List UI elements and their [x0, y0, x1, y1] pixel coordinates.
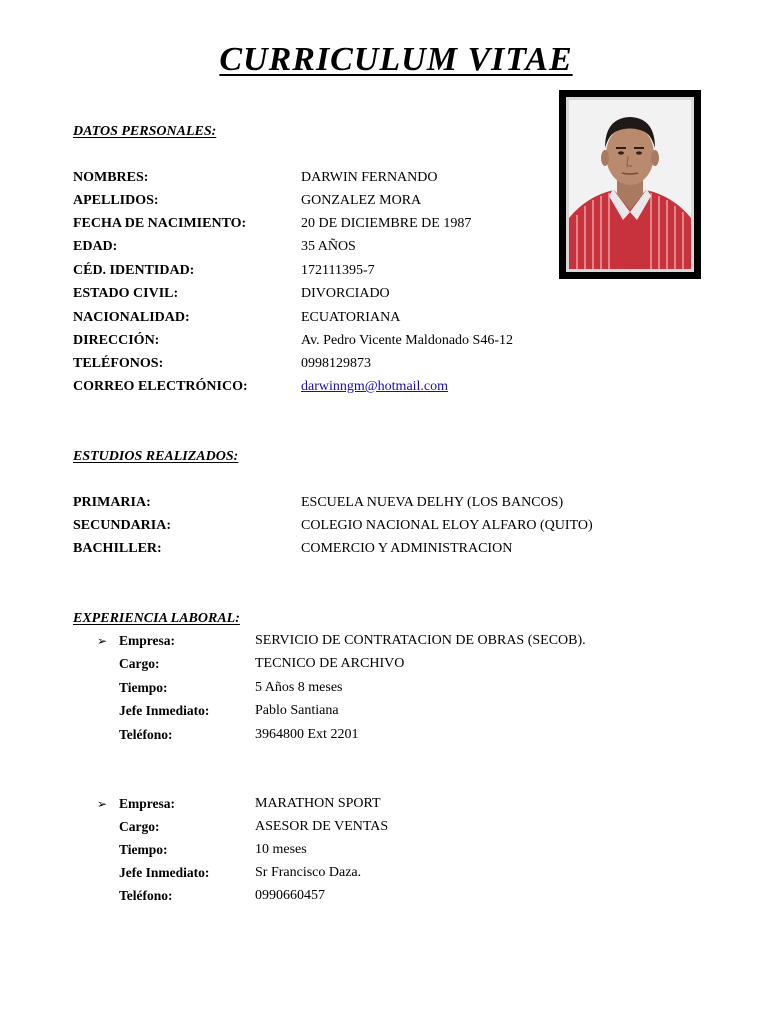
arrow-bullet-icon: ➢ [97, 797, 108, 811]
profile-photo-frame [559, 90, 701, 279]
job-2-supervisor [97, 863, 637, 883]
field-value: TECNICO DE ARCHIVO [255, 656, 405, 671]
field-label: ESTADO CIVIL: [73, 286, 179, 301]
field-label: CÉD. IDENTIDAD: [73, 263, 195, 278]
personal-row-names [73, 168, 633, 188]
field-value: 3964800 Ext 2201 [255, 727, 359, 742]
field-value: COLEGIO NACIONAL ELOY ALFARO (QUITO) [301, 518, 593, 533]
field-value: Sr Francisco Daza. [255, 865, 362, 880]
field-label: DIRECCIÓN: [73, 333, 160, 348]
personal-row-address [73, 331, 633, 351]
job-1-company [97, 631, 637, 651]
personal-row-nationality [73, 308, 633, 328]
field-value: 0990660457 [255, 888, 325, 903]
personal-row-surnames [73, 191, 633, 211]
field-value: SERVICIO DE CONTRATACION DE OBRAS (SECOB). [255, 633, 586, 648]
field-label: Jefe Inmediato: [119, 703, 210, 718]
job-2-position [97, 817, 637, 837]
job-2-duration [97, 840, 637, 860]
field-value: Av. Pedro Vicente Maldonado S46-12 [301, 333, 513, 348]
field-label: Jefe Inmediato: [119, 865, 210, 880]
profile-photo [566, 97, 694, 272]
field-value: 0998129873 [301, 356, 371, 371]
field-label: Tiempo: [119, 842, 168, 857]
experience-heading: EXPERIENCIA LABORAL: [73, 611, 240, 626]
field-label: APELLIDOS: [73, 193, 159, 208]
field-label: BACHILLER: [73, 541, 162, 556]
field-label: NACIONALIDAD: [73, 310, 190, 325]
studies-row-secondary [73, 516, 633, 536]
field-label: Empresa: [119, 633, 175, 648]
field-label: Teléfono: [119, 727, 173, 742]
personal-row-email [73, 377, 633, 397]
field-value: GONZALEZ MORA [301, 193, 422, 208]
field-label: TELÉFONOS: [73, 356, 164, 371]
field-value: ASESOR DE VENTAS [255, 819, 389, 834]
personal-row-phones [73, 354, 633, 374]
field-label: NOMBRES: [73, 170, 149, 185]
field-label: CORREO ELECTRÓNICO: [73, 379, 248, 394]
field-value: 20 DE DICIEMBRE DE 1987 [301, 216, 472, 231]
job-2-company [97, 794, 637, 814]
field-value: DARWIN FERNANDO [301, 170, 438, 185]
personal-row-age [73, 237, 633, 257]
job-2-phone [97, 886, 637, 906]
job-1-position [97, 654, 637, 674]
field-label: EDAD: [73, 239, 118, 254]
field-value: ESCUELA NUEVA DELHY (LOS BANCOS) [301, 495, 564, 510]
document-title: CURRICULUM VITAE [219, 41, 573, 78]
personal-row-id [73, 261, 633, 281]
field-label: Teléfono: [119, 888, 173, 903]
field-value: COMERCIO Y ADMINISTRACION [301, 541, 513, 556]
studies-row-bachelor [73, 539, 633, 559]
personal-row-birthdate [73, 214, 633, 234]
field-value: 172111395-7 [301, 263, 375, 278]
job-1-phone [97, 725, 637, 745]
field-label: Cargo: [119, 656, 160, 671]
person-portrait-icon [569, 100, 691, 269]
field-value: 5 Años 8 meses [255, 680, 343, 695]
email-link[interactable]: darwinngm@hotmail.com [301, 379, 449, 394]
field-label: Tiempo: [119, 680, 168, 695]
field-label: PRIMARIA: [73, 495, 151, 510]
field-label: Empresa: [119, 796, 175, 811]
field-value: DIVORCIADO [301, 286, 390, 301]
field-value: MARATHON SPORT [255, 796, 381, 811]
job-1-supervisor [97, 701, 637, 721]
field-value: 35 AÑOS [301, 239, 356, 254]
job-1-duration [97, 678, 637, 698]
arrow-bullet-icon: ➢ [97, 634, 108, 648]
studies-row-primary [73, 493, 633, 513]
field-value: Pablo Santiana [255, 703, 339, 718]
personal-data-heading: DATOS PERSONALES: [73, 124, 217, 139]
studies-heading: ESTUDIOS REALIZADOS: [73, 449, 239, 464]
field-value: 10 meses [255, 842, 307, 857]
field-value: ECUATORIANA [301, 310, 401, 325]
field-label: SECUNDARIA: [73, 518, 172, 533]
personal-row-civil-status [73, 284, 633, 304]
field-label: FECHA DE NACIMIENTO: [73, 216, 247, 231]
field-label: Cargo: [119, 819, 160, 834]
